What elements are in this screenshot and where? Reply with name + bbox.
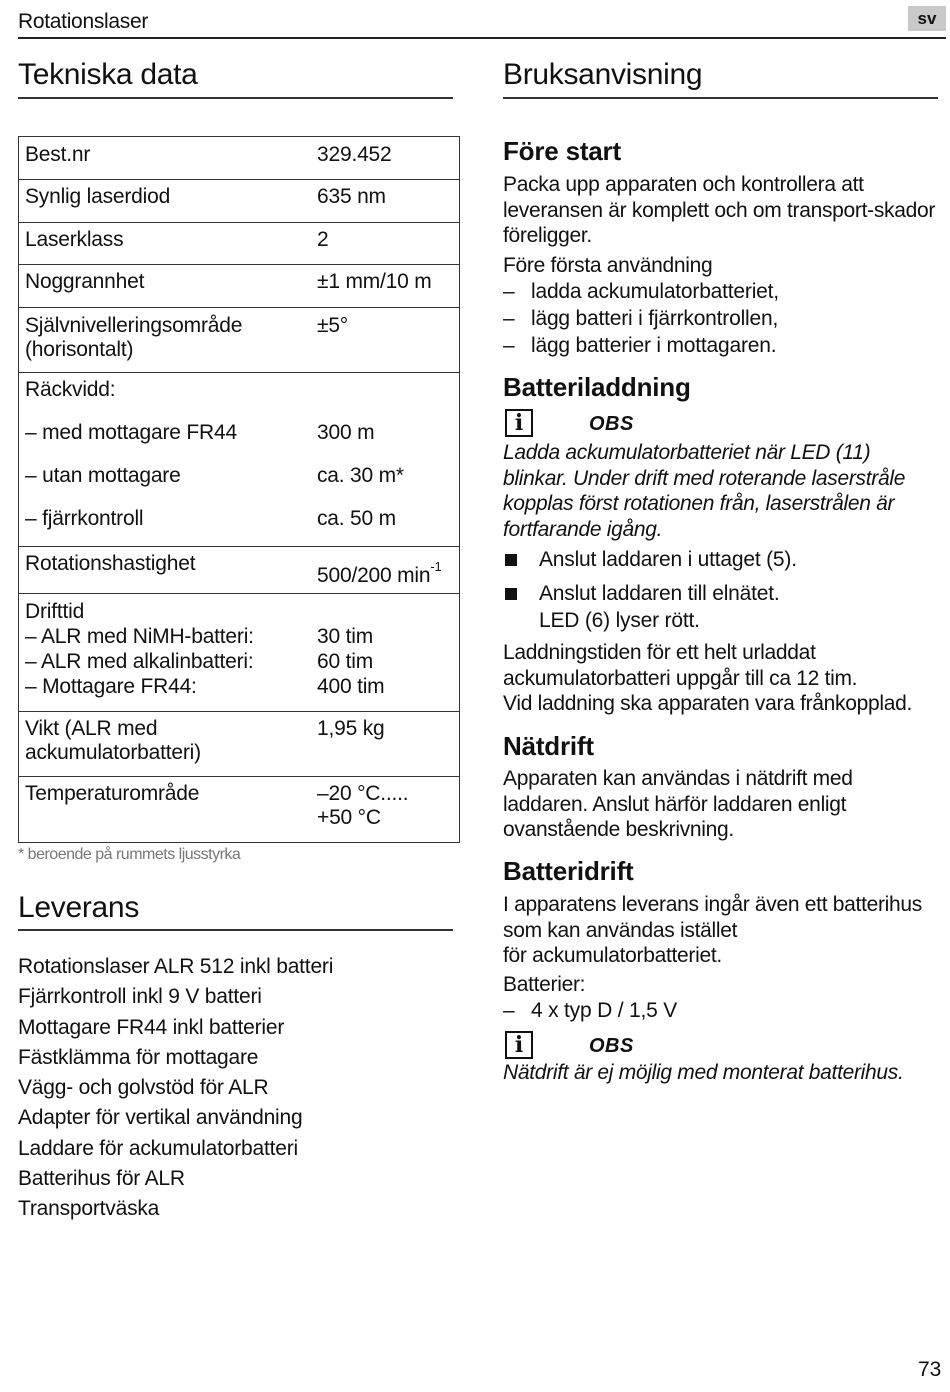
text-line: Vid laddning ska apparaten vara frånkopplad. <box>503 692 913 715</box>
spec-row <box>19 265 459 308</box>
text-line: som kan användas istället <box>503 918 738 942</box>
manual-title: Bruksanvisning <box>503 58 703 91</box>
spec-value: 635 nm <box>317 185 386 208</box>
spec-row <box>19 308 459 373</box>
charging-heading: Batteriladdning <box>503 372 691 402</box>
spec-label: – med mottagare FR44 <box>25 421 237 444</box>
list-item: Fästklämma för mottagare <box>18 1045 259 1069</box>
spec-value: ±5° <box>317 314 349 337</box>
list-item: Batterihus för ALR <box>18 1167 185 1191</box>
spec-value-wrap <box>317 558 442 588</box>
text-line: fortfarande igång. <box>503 517 663 541</box>
spec-label: – fjärrkontroll <box>25 507 144 530</box>
spec-row <box>19 547 459 594</box>
spec-value: ca. 30 m* <box>317 464 404 487</box>
spec-value: 300 m <box>317 421 375 444</box>
spec-label: Vikt (ALR med <box>25 717 158 740</box>
spec-row <box>19 223 459 265</box>
spec-value: +50 °C <box>317 806 381 829</box>
header-divider <box>18 37 946 39</box>
spec-value: 400 tim <box>317 675 385 698</box>
tech-data-title: Tekniska data <box>18 58 198 91</box>
list-item: Fjärrkontroll inkl 9 V batteri <box>18 985 262 1009</box>
language-badge: sv <box>908 6 946 31</box>
spec-value: 60 tim <box>317 650 373 673</box>
note-text: Nätdrift är ej möjlig med monterat batterihus. <box>503 1061 904 1084</box>
spec-row <box>19 180 459 223</box>
spec-value: ±1 mm/10 m <box>317 270 432 293</box>
spec-label: Noggrannhet <box>25 270 145 293</box>
text-line: Packa upp apparaten och kontrollera att <box>503 173 864 196</box>
text-line: ackumulatorbatteri uppgår till ca 12 tim. <box>503 666 858 690</box>
spec-row <box>19 712 459 777</box>
footnote: * beroende på rummets ljusstyrka <box>18 846 241 863</box>
text-line: Ladda ackumulatorbatteriet när LED (11) <box>503 441 871 464</box>
delivery-list <box>18 952 333 1225</box>
spec-label: ackumulatorbatteri) <box>25 741 201 764</box>
list-item: Laddare för ackumulatorbatteri <box>18 1136 298 1160</box>
spec-row <box>19 594 459 712</box>
spec-label: (horisontalt) <box>25 338 134 361</box>
delivery-title: Leverans <box>18 891 140 924</box>
batteries-label: Batterier: <box>503 973 586 996</box>
spec-label: Rotationshastighet <box>25 552 196 575</box>
delivery-rule <box>18 929 453 931</box>
list-item: Rotationslaser ALR 512 inkl batteri <box>18 955 334 978</box>
spec-value: 329.452 <box>317 143 392 166</box>
spec-label: Räckvidd: <box>25 378 116 401</box>
spec-label: Temperaturområde <box>25 782 200 805</box>
spec-value: –20 °C..... <box>317 782 409 805</box>
text-line: blinkar. Under drift med roterande laserstråle <box>503 466 906 490</box>
text-line: kopplas först rotationen från, laserstrålen är <box>503 492 895 515</box>
manual-rule <box>503 97 938 99</box>
text-line: Laddningstiden för ett helt urladdat <box>503 641 816 664</box>
spec-value-exponent: -1 <box>430 559 442 574</box>
spec-label: Drifttid <box>25 600 85 623</box>
running-header: Rotationslaser <box>18 10 149 33</box>
note-label: OBS <box>589 413 634 435</box>
battery-heading: Batteridrift <box>503 856 634 886</box>
spec-table <box>18 136 460 843</box>
list-item: Adapter för vertikal användning <box>18 1106 303 1130</box>
info-icon: i <box>505 1031 533 1059</box>
page-number: 73 <box>918 1358 942 1381</box>
spec-label: Laserklass <box>25 228 124 251</box>
note-label: OBS <box>589 1035 634 1057</box>
spec-value: 1,95 kg <box>317 717 385 740</box>
spec-label: Självnivelleringsområde <box>25 314 243 337</box>
info-icon: i <box>505 409 533 437</box>
list-item: Mottagare FR44 inkl batterier <box>18 1015 285 1039</box>
spec-value: 30 tim <box>317 625 373 648</box>
list-item: Transportväska <box>18 1197 160 1221</box>
spec-label: – ALR med NiMH-batteri: <box>25 625 254 648</box>
text-line: I apparatens leverans ingår även ett batterihus <box>503 893 923 916</box>
fore-start-paragraph <box>503 172 935 249</box>
charging-paragraph <box>503 640 912 717</box>
note-text <box>503 440 905 542</box>
tech-data-rule <box>18 97 453 99</box>
spec-label: – Mottagare FR44: <box>25 675 197 698</box>
text-line: för ackumulatorbatteriet. <box>503 944 722 967</box>
text-line: ovanstående beskrivning. <box>503 818 734 841</box>
mains-paragraph <box>503 766 853 843</box>
spec-row <box>19 137 459 180</box>
battery-paragraph <box>503 892 922 969</box>
spec-row <box>19 777 459 842</box>
first-use-label: Före första användning <box>503 254 713 277</box>
fore-start-heading: Före start <box>503 136 621 166</box>
text-line: leveransen är komplett och om transport-skador <box>503 198 936 222</box>
spec-value: 2 <box>317 228 329 251</box>
spec-value: ca. 50 m <box>317 507 396 530</box>
spec-row <box>19 373 459 547</box>
text-line: laddaren. Anslut härför laddaren enligt <box>503 792 847 816</box>
spec-label: – ALR med alkalinbatteri: <box>25 650 254 673</box>
spec-value: 500/200 min <box>317 564 431 587</box>
spec-label: Synlig laserdiod <box>25 185 171 208</box>
spec-label: – utan mottagare <box>25 464 181 487</box>
mains-heading: Nätdrift <box>503 731 594 761</box>
list-item: Vägg- och golvstöd för ALR <box>18 1076 269 1100</box>
text-line: föreligger. <box>503 224 592 247</box>
text-line: Apparaten kan användas i nätdrift med <box>503 767 853 790</box>
spec-label: Best.nr <box>25 143 91 166</box>
